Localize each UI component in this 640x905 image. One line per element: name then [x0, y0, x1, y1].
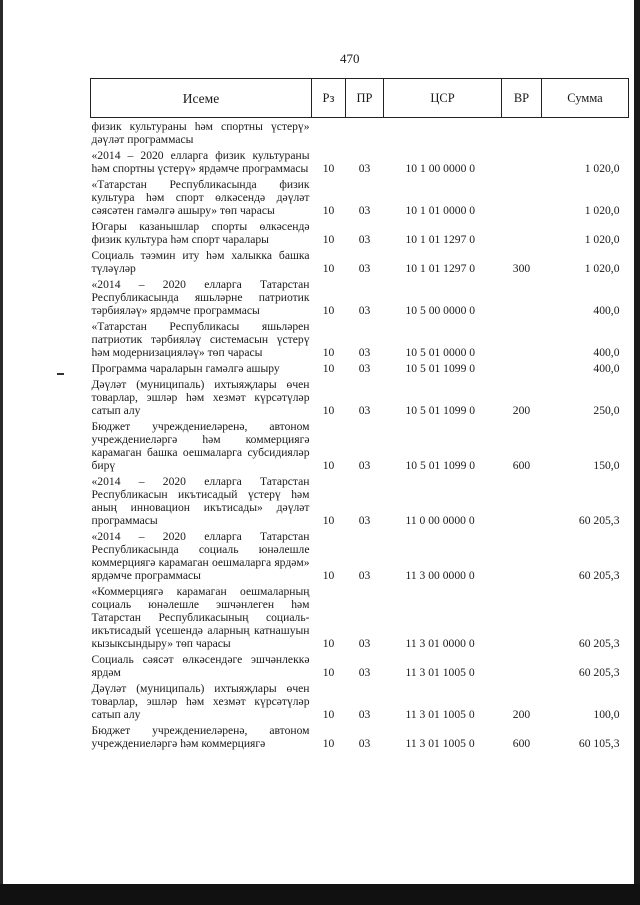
table-row — [91, 376, 629, 418]
table-row — [91, 360, 629, 376]
table-row — [91, 118, 629, 148]
row-pr-cell: 03 — [358, 162, 371, 175]
row-rz-cell: 10 — [322, 204, 335, 217]
header-vr: ВР — [502, 79, 542, 118]
row-rz-cell: 10 — [322, 162, 335, 175]
row-rz-cell: 10 — [322, 514, 335, 527]
budget-table — [90, 78, 629, 751]
table-row — [91, 583, 629, 651]
row-pr-cell: 03 — [358, 362, 371, 375]
row-name-cell: Югары казанышлар спорты өлкәсендә физик культура һәм спорт чаралары — [91, 220, 310, 246]
row-vr-cell — [502, 583, 542, 651]
row-csr-cell — [384, 118, 502, 148]
row-sum-cell: 250,0 — [593, 404, 620, 417]
row-name-cell: «2014 – 2020 елларга Татарстан Республикасында яшьләрне патриотик тәрбияләү» ярдәмче программасы — [91, 278, 310, 317]
row-csr-cell: 11 3 01 0000 0 — [405, 637, 475, 650]
row-name-cell: «Коммерциягә карамаган оешмаларның социаль юнәлешле эшчәнлеген һәм Татарстан Республикасының социаль-икътисадый үсешендә аларның катнашуын кызыксындыру» төп чарасы — [91, 585, 310, 650]
table-row — [91, 528, 629, 583]
row-vr-cell — [502, 318, 542, 360]
row-rz-cell: 10 — [322, 346, 335, 359]
row-pr-cell: 03 — [358, 346, 371, 359]
table-body — [91, 118, 629, 752]
row-pr-cell: 03 — [358, 637, 371, 650]
row-name-cell: Бюджет учреждениеләренә, автоном учреждениеләргә һәм коммерциягә карамаган башка оешмаларга субсидияләр бирү — [91, 420, 310, 472]
table-row — [91, 218, 629, 247]
row-vr-cell — [502, 176, 542, 218]
row-csr-cell: 10 1 01 1297 0 — [405, 262, 476, 275]
row-pr-cell: 03 — [358, 459, 371, 472]
row-pr-cell: 03 — [358, 708, 371, 721]
row-csr-cell: 10 5 00 0000 0 — [405, 304, 476, 317]
row-pr-cell: 03 — [358, 204, 371, 217]
row-sum-cell: 400,0 — [593, 346, 620, 359]
row-name-cell: физик культураны һәм спортны үстерү» дәүләт программасы — [91, 120, 310, 146]
scan-bottom-border — [0, 884, 640, 905]
row-vr-cell — [502, 473, 542, 528]
row-name-cell: «2014 – 2020 елларга Татарстан Республикасында социаль юнәлешле коммерциягә карамаган оешмаларга ярдәм» ярдәмче программасы — [91, 530, 310, 582]
table-row — [91, 651, 629, 680]
row-sum-cell: 1 020,0 — [584, 162, 620, 175]
row-vr-cell — [502, 651, 542, 680]
row-pr-cell: 03 — [358, 514, 371, 527]
row-name-cell: «2014 – 2020 елларга Татарстан Республикасын икътисадый үстерү һәм аның инновацион икътисады» дәүләт программасы — [91, 475, 310, 527]
table-row — [91, 247, 629, 276]
row-pr-cell: 03 — [358, 233, 371, 246]
row-sum-cell: 400,0 — [593, 362, 620, 375]
row-csr-cell: 11 3 01 1005 0 — [405, 708, 475, 721]
row-csr-cell: 10 5 01 1099 0 — [405, 362, 476, 375]
row-pr-cell — [346, 118, 384, 148]
row-pr-cell: 03 — [358, 262, 371, 275]
scan-mark — [57, 373, 64, 375]
row-rz-cell: 10 — [322, 737, 335, 750]
row-pr-cell: 03 — [358, 569, 371, 582]
row-pr-cell: 03 — [358, 666, 371, 679]
row-csr-cell: 11 3 00 0000 0 — [405, 569, 475, 582]
row-name-cell: Дәүләт (муниципаль) ихтыяҗлары өчен товарлар, эшләр һәм хезмәт күрсәтүләр сатып алу — [91, 682, 310, 721]
row-vr-cell: 600 — [512, 737, 531, 750]
row-rz-cell: 10 — [322, 262, 335, 275]
row-rz-cell — [312, 118, 346, 148]
row-name-cell: «Татарстан Республикасында физик культура һәм спорт өлкәсендә дәүләт сәясәтен гамәлгә ашыру» төп чарасы — [91, 178, 310, 217]
row-vr-cell: 200 — [512, 708, 531, 721]
row-rz-cell: 10 — [322, 362, 335, 375]
row-sum-cell: 60 205,3 — [578, 637, 620, 650]
row-csr-cell: 11 0 00 0000 0 — [405, 514, 475, 527]
row-sum-cell — [542, 118, 629, 148]
row-csr-cell: 10 5 01 1099 0 — [405, 459, 476, 472]
table-row — [91, 680, 629, 722]
row-vr-cell: 200 — [512, 404, 531, 417]
row-rz-cell: 10 — [322, 637, 335, 650]
row-rz-cell: 10 — [322, 404, 335, 417]
row-sum-cell: 150,0 — [593, 459, 620, 472]
row-vr-cell — [502, 276, 542, 318]
row-sum-cell: 100,0 — [593, 708, 620, 721]
table-row — [91, 318, 629, 360]
header-name: Исеме — [91, 79, 312, 118]
row-rz-cell: 10 — [322, 569, 335, 582]
row-sum-cell: 1 020,0 — [584, 262, 620, 275]
row-rz-cell: 10 — [322, 233, 335, 246]
row-csr-cell: 11 3 01 1005 0 — [405, 737, 475, 750]
row-sum-cell: 400,0 — [593, 304, 620, 317]
row-vr-cell — [502, 147, 542, 176]
page-number: 470 — [340, 51, 360, 66]
row-name-cell: «Татарстан Республикасы яшьләрен патриотик тәрбияләү системасын үстерү һәм модернизацияләү» төп чарасы — [91, 320, 310, 359]
header-rz: Рз — [312, 79, 346, 118]
scan-left-edge — [0, 0, 3, 905]
row-name-cell: «2014 – 2020 елларга физик культураны һәм спортны үстерү» ярдәмче программасы — [91, 149, 310, 175]
row-csr-cell: 10 1 00 0000 0 — [405, 162, 476, 175]
row-name-cell: Социаль тәэмин иту һәм халыкка башка түләүләр — [91, 249, 310, 275]
row-sum-cell: 60 205,3 — [578, 569, 620, 582]
row-csr-cell: 10 5 01 0000 0 — [405, 346, 476, 359]
row-name-cell: Социаль сәясәт өлкәсендәге эшчәнлеккә ярдәм — [91, 653, 310, 679]
table-row — [91, 276, 629, 318]
row-name-cell: Программа чараларын гамәлгә ашыру — [91, 362, 280, 375]
row-csr-cell: 10 5 01 1099 0 — [405, 404, 476, 417]
scan-right-edge — [634, 0, 640, 905]
row-pr-cell: 03 — [358, 737, 371, 750]
table-header-row — [91, 79, 629, 118]
row-sum-cell: 60 105,3 — [578, 737, 620, 750]
row-vr-cell — [502, 360, 542, 376]
table-row — [91, 147, 629, 176]
row-vr-cell — [502, 528, 542, 583]
row-sum-cell: 60 205,3 — [578, 514, 620, 527]
row-csr-cell: 11 3 01 1005 0 — [405, 666, 475, 679]
table-row — [91, 473, 629, 528]
row-pr-cell: 03 — [358, 304, 371, 317]
row-pr-cell: 03 — [358, 404, 371, 417]
row-rz-cell: 10 — [322, 304, 335, 317]
row-sum-cell: 1 020,0 — [584, 204, 620, 217]
row-vr-cell: 300 — [512, 262, 531, 275]
row-vr-cell — [502, 118, 542, 148]
row-rz-cell: 10 — [322, 708, 335, 721]
table-row — [91, 722, 629, 751]
table-row — [91, 418, 629, 473]
row-csr-cell: 10 1 01 1297 0 — [405, 233, 476, 246]
header-csr: ЦСР — [384, 79, 502, 118]
row-vr-cell — [502, 218, 542, 247]
row-name-cell: Бюджет учреждениеләренә, автоном учреждениеләргә һәм коммерциягә — [91, 724, 310, 750]
row-name-cell: Дәүләт (муниципаль) ихтыяҗлары өчен товарлар, эшләр һәм хезмәт күрсәтүләр сатып алу — [91, 378, 310, 417]
table-row — [91, 176, 629, 218]
row-rz-cell: 10 — [322, 666, 335, 679]
row-rz-cell: 10 — [322, 459, 335, 472]
row-sum-cell: 60 205,3 — [578, 666, 620, 679]
row-sum-cell: 1 020,0 — [584, 233, 620, 246]
header-sum: Сумма — [542, 79, 629, 118]
header-pr: ПР — [346, 79, 384, 118]
row-csr-cell: 10 1 01 0000 0 — [405, 204, 476, 217]
row-vr-cell: 600 — [512, 459, 531, 472]
